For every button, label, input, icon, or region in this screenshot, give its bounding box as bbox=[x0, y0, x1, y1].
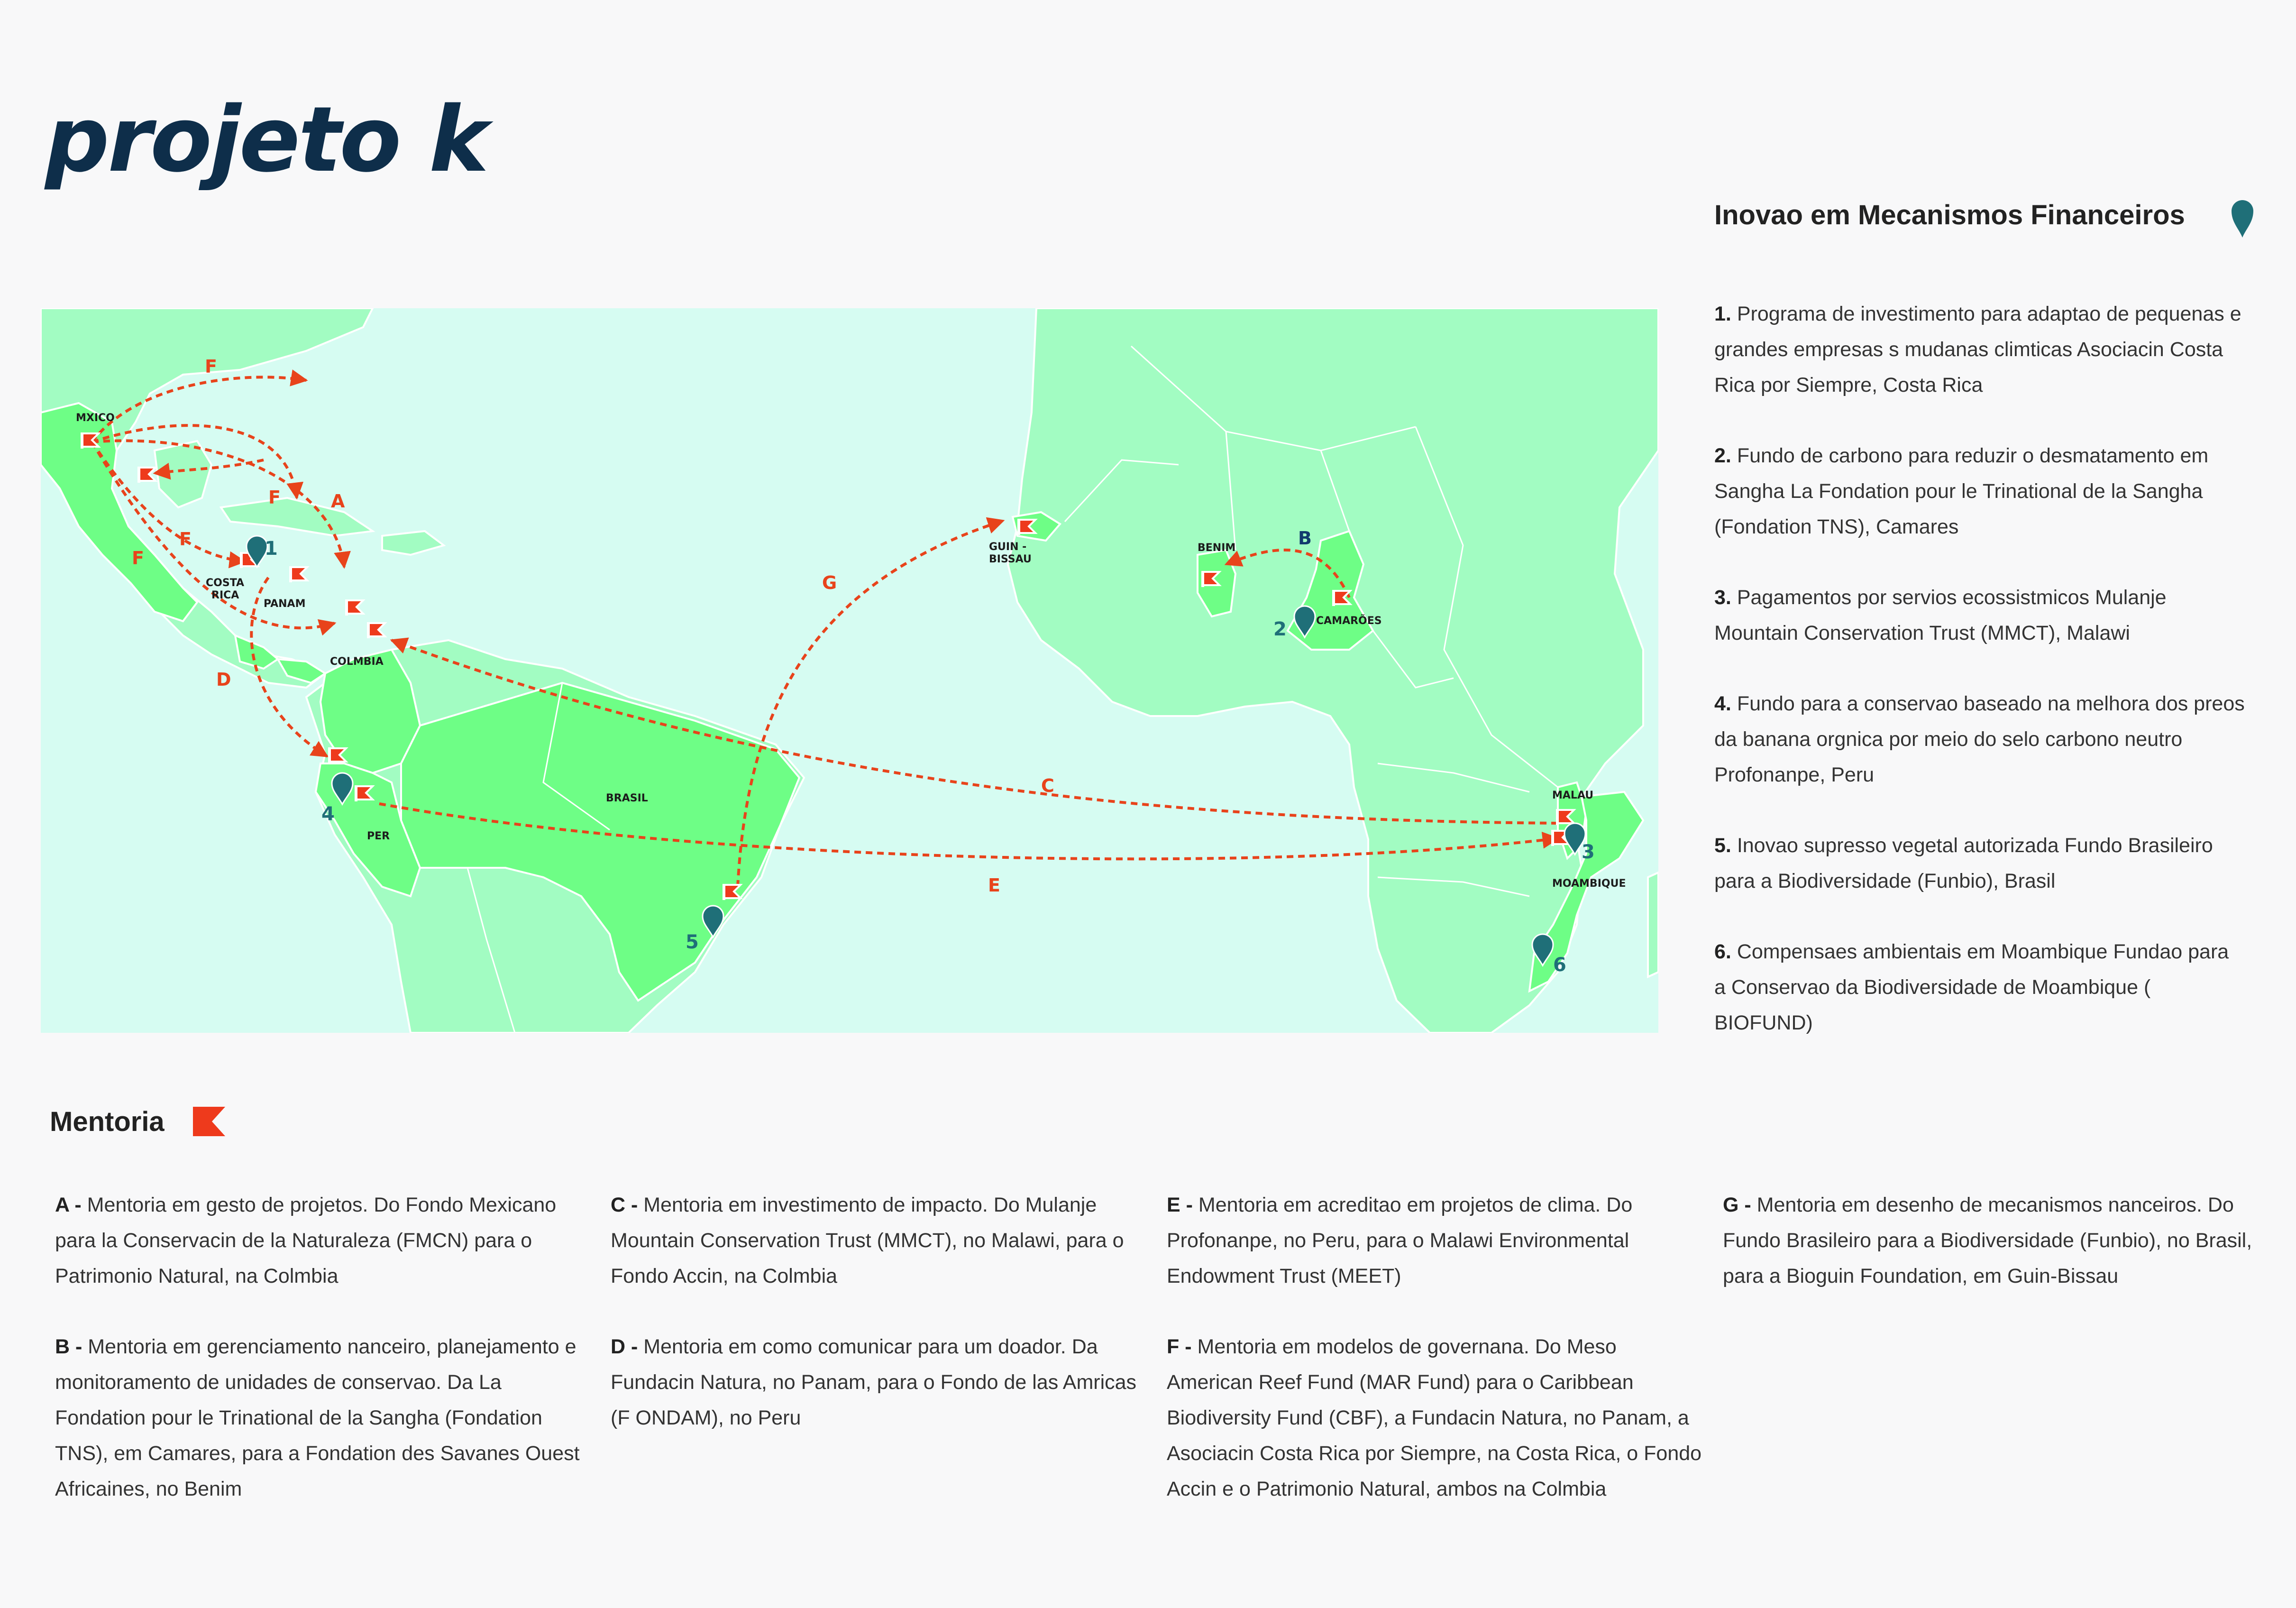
route-letter: F bbox=[205, 356, 217, 377]
mentoria-column-3 bbox=[1167, 1187, 1702, 1542]
flag-icon bbox=[192, 1106, 226, 1137]
route-letter: F bbox=[179, 529, 192, 550]
country-label: BENIM bbox=[1198, 542, 1236, 554]
country-label: GUIN - bbox=[989, 541, 1027, 553]
pin-number: 6 bbox=[1553, 954, 1566, 976]
mentoria-item-c: C - Mentoria em investimento de impacto. Do Mulanje Mountain Conservation Trust (MMCT), no Malawi, para o Fondo Accin, na Colmbia bbox=[611, 1194, 1124, 1287]
page-title: projeto k bbox=[45, 87, 487, 192]
mentoria-item-d: D - Mentoria em como comunicar para um doador. Da Fundacin Natura, no Panam, para o Fondo de las Amricas (F ONDAM), no Peru bbox=[611, 1335, 1137, 1429]
mentoria-column-4 bbox=[1723, 1187, 2259, 1329]
financial-item-2: 2. Fundo de carbono para reduzir o desmatamento em Sangha La Fondation pour le Trinational de la Sangha (Fondation TNS), Camares bbox=[1714, 444, 2209, 538]
country-label: MXICO bbox=[76, 412, 115, 424]
pin-number: 3 bbox=[1582, 841, 1595, 863]
financial-list bbox=[1714, 296, 2245, 1076]
mentoria-column-1 bbox=[55, 1187, 591, 1542]
country-label: MALAU bbox=[1552, 790, 1594, 801]
route-letter: F bbox=[268, 487, 281, 508]
country-label: BRASIL bbox=[606, 792, 648, 804]
route-letter: G bbox=[822, 572, 837, 593]
map-pin-icon bbox=[2231, 197, 2254, 238]
mentoria-section-title: Mentoria bbox=[50, 1106, 165, 1137]
country-label: CAMARÕES bbox=[1316, 615, 1382, 627]
financial-item-6: 6. Compensaes ambientais em Moambique Fundao para a Conservao da Biodiversidade de Moambique ( BIOFUND) bbox=[1714, 940, 2229, 1034]
route-letter: A bbox=[331, 491, 345, 512]
map-svg bbox=[41, 308, 1658, 1033]
country-label: COSTA bbox=[206, 577, 245, 589]
pin-number: 2 bbox=[1273, 618, 1287, 640]
mentoria-column-2 bbox=[611, 1187, 1146, 1471]
route-letter: C bbox=[1041, 775, 1054, 796]
world-map bbox=[41, 308, 1658, 1033]
land-madagascar bbox=[1648, 873, 1658, 977]
country-label: PER bbox=[367, 830, 390, 842]
pin-number: 5 bbox=[686, 931, 699, 953]
country-label: COLMBIA bbox=[330, 656, 384, 668]
country-label: MOAMBIQUE bbox=[1552, 878, 1626, 890]
country-label: PANAM bbox=[264, 598, 306, 610]
financial-section-title: Inovao em Mecanismos Financeiros bbox=[1714, 200, 2185, 230]
route-letter: D bbox=[216, 669, 231, 690]
route-letter: F bbox=[132, 548, 144, 569]
mentoria-item-e: E - Mentoria em acreditao em projetos de clima. Do Profonanpe, no Peru, para o Malawi Environmental Endowment Trust (MEET) bbox=[1167, 1194, 1633, 1287]
financial-item-1: 1. Programa de investimento para adaptao de pequenas e grandes empresas s mudanas climticas Asociacin Costa Rica por Siempre, Costa Rica bbox=[1714, 303, 2241, 396]
financial-item-3: 3. Pagamentos por servios ecossistmicos Mulanje Mountain Conservation Trust (MMCT), Malawi bbox=[1714, 586, 2167, 644]
pin-number: 1 bbox=[265, 538, 278, 560]
financial-item-5: 5. Inovao supresso vegetal autorizada Fundo Brasileiro para a Biodiversidade (Funbio), Brasil bbox=[1714, 834, 2213, 892]
financial-item-4: 4. Fundo para a conservao baseado na melhora dos preos da banana orgnica por meio do selo carbono neutro Profonanpe, Peru bbox=[1714, 692, 2245, 786]
mentoria-item-g: G - Mentoria em desenho de mecanismos nanceiros. Do Fundo Brasileiro para a Biodiversidade (Funbio), no Brasil, para a Bioguin Foundation, em Guin-Bissau bbox=[1723, 1194, 2252, 1287]
pin-number: 4 bbox=[321, 803, 335, 825]
route-letter: E bbox=[988, 875, 1000, 896]
mentoria-item-f: F - Mentoria em modelos de governana. Do Meso American Reef Fund (MAR Fund) para o Caribbean Biodiversity Fund (CBF), a Fundacin Natura, no Panam, a Asociacin Costa Rica por Siempre, na Costa Rica, o Fondo Accin e o Patrimonio Natural, ambos na Colmbia bbox=[1167, 1335, 1702, 1500]
mentoria-item-a: A - Mentoria em gesto de projetos. Do Fondo Mexicano para la Conservacin de la Naturaleza (FMCN) para o Patrimonio Natural, na Colmbia bbox=[55, 1194, 557, 1287]
country-label: BISSAU bbox=[989, 553, 1032, 565]
route-letter: B bbox=[1298, 528, 1312, 549]
country-label: RICA bbox=[211, 589, 239, 601]
mentoria-item-b: B - Mentoria em gerenciamento nanceiro, planejamento e monitoramento de unidades de conservao. Da La Fondation pour le Trinational de la Sangha (Fondation TNS), em Camares, para a Fondation des Savanes Ouest Africaines, no Benim bbox=[55, 1335, 580, 1500]
